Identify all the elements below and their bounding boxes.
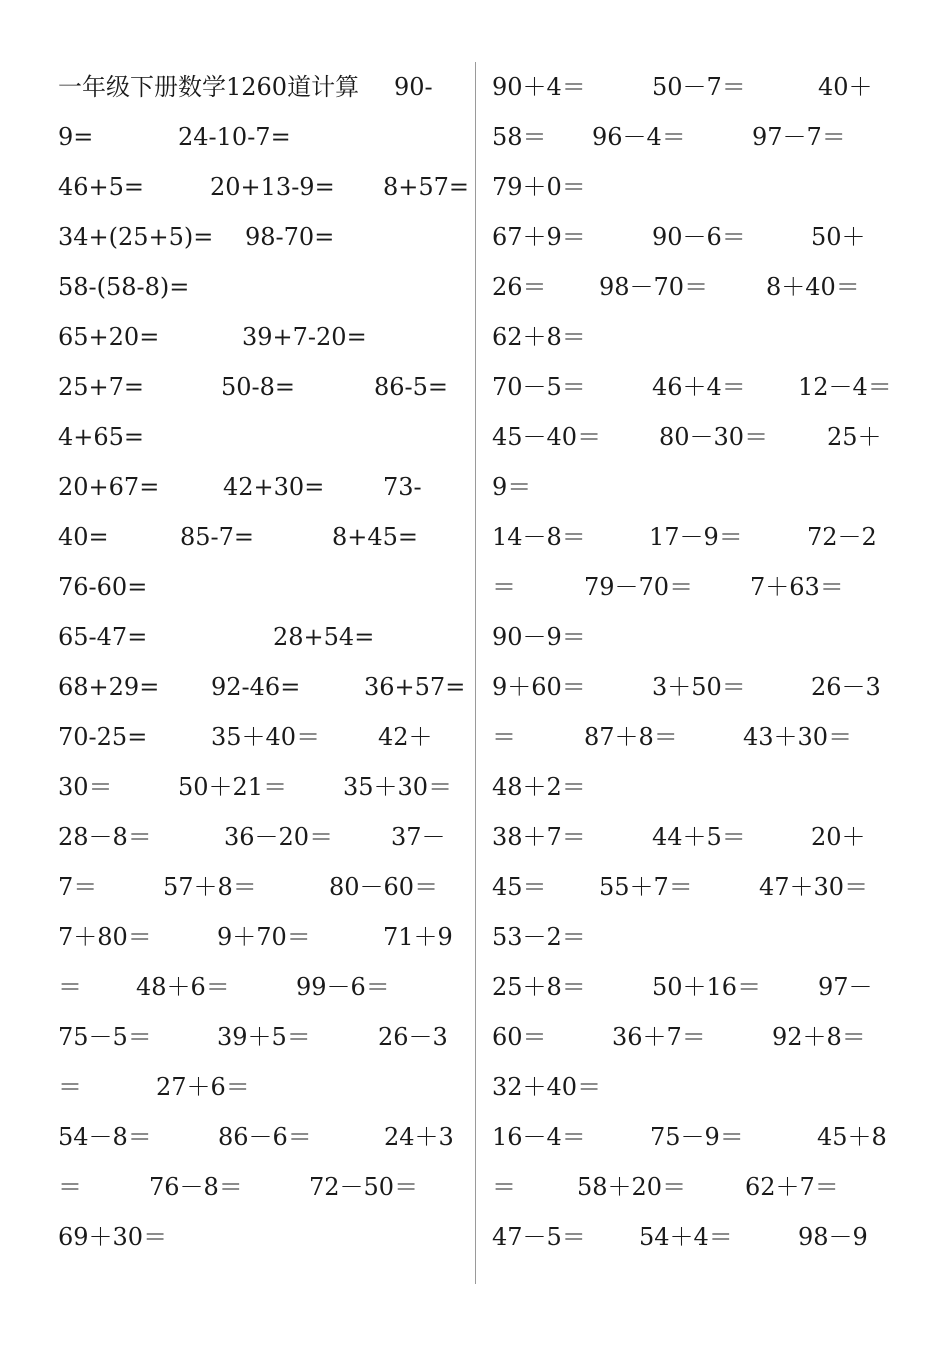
text-line <box>492 262 892 312</box>
problem-text: 67＋9＝ <box>492 223 586 251</box>
column-divider <box>475 62 476 1284</box>
text-line <box>58 762 458 812</box>
problem-text: 45－40＝ <box>492 423 602 451</box>
problem-text: 14－8＝ <box>492 523 586 551</box>
text-line <box>492 112 892 162</box>
problem-text: 4+65= <box>58 423 145 451</box>
problem-text: 58＋20＝ <box>577 1173 687 1201</box>
problem-text: 79－70＝ <box>584 573 694 601</box>
problem-text: 76－8＝ <box>149 1173 243 1201</box>
problem-text: 43＋30＝ <box>743 723 853 751</box>
problem-text: 35＋40＝ <box>211 723 321 751</box>
text-line <box>58 362 458 412</box>
problem-text: 92-46= <box>211 673 301 701</box>
problem-text: 57＋8＝ <box>163 873 257 901</box>
problem-text: 97－7＝ <box>752 123 846 151</box>
problem-text: 73- <box>383 473 422 501</box>
text-line <box>492 612 892 662</box>
problem-text: 70－5＝ <box>492 373 586 401</box>
text-line <box>492 562 892 612</box>
problem-text: 98－70＝ <box>599 273 709 301</box>
text-line <box>58 412 458 462</box>
problem-text: 8＋40＝ <box>766 273 860 301</box>
right-column <box>492 62 892 1262</box>
problem-text: 38＋7＝ <box>492 823 586 851</box>
text-line <box>58 512 458 562</box>
problem-text: 9= <box>58 123 94 151</box>
problem-text: 9＋70＝ <box>217 923 311 951</box>
text-line <box>492 662 892 712</box>
problem-text: 36＋7＝ <box>612 1023 706 1051</box>
problem-text: 65+20= <box>58 323 160 351</box>
problem-text: 39+7-20= <box>242 323 367 351</box>
problem-text: 20+13-9= <box>210 173 335 201</box>
problem-text: 47－5＝ <box>492 1223 586 1251</box>
problem-text: ＝ <box>58 1073 82 1101</box>
problem-text: 69＋30＝ <box>58 1223 168 1251</box>
text-line <box>58 862 458 912</box>
problem-text: 35＋30＝ <box>343 773 453 801</box>
text-line <box>58 112 458 162</box>
text-line <box>58 462 458 512</box>
problem-text: 68+29= <box>58 673 160 701</box>
problem-text: 92＋8＝ <box>772 1023 866 1051</box>
text-line <box>58 212 458 262</box>
problem-text: 76-60= <box>58 573 148 601</box>
problem-text: 71＋9 <box>383 923 453 951</box>
problem-text: 32＋40＝ <box>492 1073 602 1101</box>
problem-text: 90- <box>394 73 433 101</box>
problem-text: 86-5= <box>374 373 449 401</box>
problem-text: ＝ <box>58 973 82 1001</box>
problem-text: 36+57= <box>364 673 466 701</box>
text-line <box>58 612 458 662</box>
problem-text: 39＋5＝ <box>217 1023 311 1051</box>
text-line <box>58 1012 458 1062</box>
problem-text: ＝ <box>492 573 516 601</box>
text-line <box>58 912 458 962</box>
problem-text: 50－7＝ <box>652 73 746 101</box>
text-line <box>492 712 892 762</box>
text-line <box>492 1062 892 1112</box>
text-line <box>492 862 892 912</box>
problem-text: 98－9 <box>798 1223 868 1251</box>
text-line <box>58 1062 458 1112</box>
text-line <box>58 962 458 1012</box>
problem-text: 45＋8 <box>817 1123 887 1151</box>
text-line <box>492 962 892 1012</box>
text-line <box>58 1112 458 1162</box>
problem-text: 72－50＝ <box>309 1173 419 1201</box>
problem-text: 86－6＝ <box>218 1123 312 1151</box>
problem-text: 7＋63＝ <box>750 573 844 601</box>
problem-text: 79＋0＝ <box>492 173 586 201</box>
problem-text: 97－ <box>818 973 873 1001</box>
problem-text: 48＋6＝ <box>136 973 230 1001</box>
problem-text: 28－8＝ <box>58 823 152 851</box>
problem-text: 44＋5＝ <box>652 823 746 851</box>
problem-text: 72－2 <box>807 523 877 551</box>
problem-text: 46＋4＝ <box>652 373 746 401</box>
problem-text: 24＋3 <box>384 1123 454 1151</box>
problem-text: 80－30＝ <box>659 423 769 451</box>
text-line <box>492 362 892 412</box>
problem-text: 25＋8＝ <box>492 973 586 1001</box>
problem-text: 62＋7＝ <box>745 1173 839 1201</box>
problem-text: 75－5＝ <box>58 1023 152 1051</box>
problem-text: 58＝ <box>492 123 547 151</box>
problem-text: 20＋ <box>811 823 866 851</box>
text-line <box>492 412 892 462</box>
problem-text: 50-8= <box>221 373 296 401</box>
text-line <box>58 62 458 112</box>
problem-text: 65-47= <box>58 623 148 651</box>
problem-text: 42+30= <box>223 473 325 501</box>
problem-text: 75－9＝ <box>650 1123 744 1151</box>
problem-text: 55＋7＝ <box>599 873 693 901</box>
text-line <box>58 562 458 612</box>
text-line <box>492 62 892 112</box>
problem-text: 87＋8＝ <box>584 723 678 751</box>
text-line <box>492 1012 892 1062</box>
text-line <box>492 512 892 562</box>
problem-text: 30＝ <box>58 773 113 801</box>
problem-text: 20+67= <box>58 473 160 501</box>
text-line <box>492 1212 892 1262</box>
problem-text: 12－4＝ <box>798 373 892 401</box>
problem-text: 3＋50＝ <box>652 673 746 701</box>
problem-text: 99－6＝ <box>296 973 390 1001</box>
problem-text: 80－60＝ <box>329 873 439 901</box>
problem-text: 48＋2＝ <box>492 773 586 801</box>
problem-text: 46+5= <box>58 173 145 201</box>
problem-text: 58-(58-8)= <box>58 273 190 301</box>
text-line <box>492 762 892 812</box>
problem-text: 98-70= <box>245 223 335 251</box>
text-line <box>492 212 892 262</box>
text-line <box>492 812 892 862</box>
problem-text: 27＋6＝ <box>156 1073 250 1101</box>
problem-text: 50＋ <box>811 223 866 251</box>
problem-text: 40= <box>58 523 109 551</box>
problem-text: 7＋80＝ <box>58 923 152 951</box>
problem-text: 16－4＝ <box>492 1123 586 1151</box>
problem-text: 26－3 <box>378 1023 448 1051</box>
problem-text: 42＋ <box>378 723 433 751</box>
text-line <box>58 812 458 862</box>
left-column <box>58 62 470 1262</box>
problem-text: 9＝ <box>492 473 532 501</box>
problem-text: 50＋16＝ <box>652 973 762 1001</box>
problem-text: 28+54= <box>273 623 375 651</box>
problem-text: 62＋8＝ <box>492 323 586 351</box>
problem-text: 40＋ <box>818 73 873 101</box>
text-line <box>58 712 458 762</box>
problem-text: 47＋30＝ <box>759 873 869 901</box>
problem-text: 7＝ <box>58 873 98 901</box>
problem-text: 70-25= <box>58 723 148 751</box>
problem-text: 37－ <box>391 823 446 851</box>
problem-text: 8+45= <box>332 523 419 551</box>
problem-text: 24-10-7= <box>178 123 291 151</box>
problem-text: 9＋60＝ <box>492 673 586 701</box>
text-line <box>492 1162 892 1212</box>
problem-text: 54－8＝ <box>58 1123 152 1151</box>
text-line <box>58 662 466 712</box>
text-line <box>492 312 892 362</box>
text-line <box>492 1112 892 1162</box>
problem-text: 90－9＝ <box>492 623 586 651</box>
problem-text: 54＋4＝ <box>639 1223 733 1251</box>
problem-text: ＝ <box>492 1173 516 1201</box>
problem-text: ＝ <box>58 1173 82 1201</box>
text-line <box>58 312 458 362</box>
problem-text: 90＋4＝ <box>492 73 586 101</box>
text-line <box>492 162 892 212</box>
problem-text: 85-7= <box>180 523 255 551</box>
problem-text: 26－3 <box>811 673 881 701</box>
text-line <box>58 262 458 312</box>
problem-text: ＝ <box>492 723 516 751</box>
problem-text: 96－4＝ <box>592 123 686 151</box>
text-line <box>58 162 470 212</box>
problem-text: 8+57= <box>383 173 470 201</box>
text-line <box>58 1212 458 1262</box>
problem-text: 17－9＝ <box>649 523 743 551</box>
problem-text: 25＋ <box>827 423 882 451</box>
text-line <box>58 1162 458 1212</box>
problem-text: 60＝ <box>492 1023 547 1051</box>
problem-text: 34+(25+5)= <box>58 223 214 251</box>
problem-text: 26＝ <box>492 273 547 301</box>
problem-text: 36－20＝ <box>224 823 334 851</box>
problem-text: 25+7= <box>58 373 145 401</box>
problem-text: 53－2＝ <box>492 923 586 951</box>
worksheet-title: 一年级下册数学1260道计算 <box>58 73 360 101</box>
text-line <box>492 462 892 512</box>
problem-text: 45＝ <box>492 873 547 901</box>
text-line <box>492 912 892 962</box>
problem-text: 90－6＝ <box>652 223 746 251</box>
problem-text: 50＋21＝ <box>178 773 288 801</box>
